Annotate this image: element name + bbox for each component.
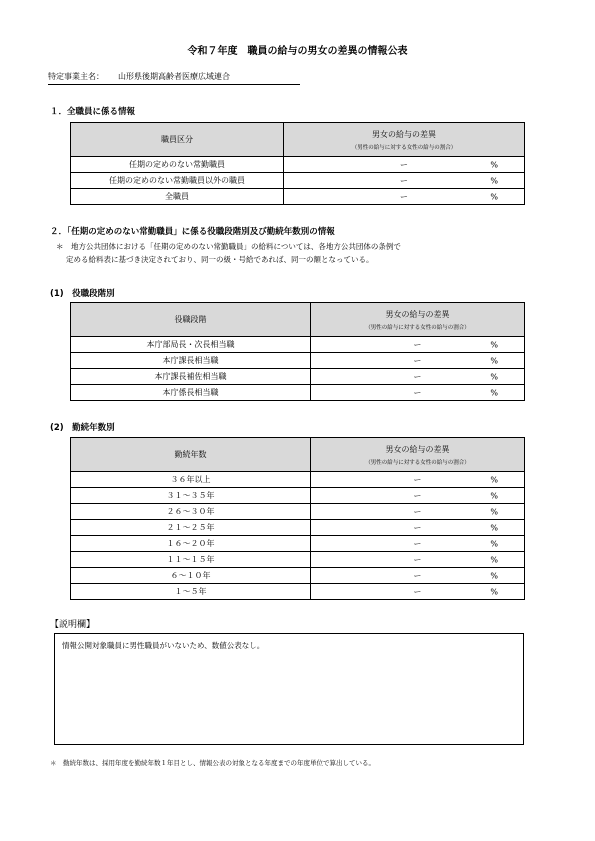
table-row bbox=[71, 385, 525, 401]
row-label: ２６～３０年 bbox=[71, 504, 311, 520]
table-row bbox=[71, 504, 525, 520]
row-value: ー % bbox=[311, 337, 525, 353]
row-label: １１～１５年 bbox=[71, 552, 311, 568]
sub1-table bbox=[70, 302, 525, 401]
row-label: ２１～２５年 bbox=[71, 520, 311, 536]
row-label: 任期の定めのない常勤職員 bbox=[71, 157, 284, 173]
page-title: 令和７年度 職員の給与の男女の差異の情報公表 bbox=[187, 46, 408, 57]
table-row bbox=[71, 157, 525, 173]
row-value: ー % bbox=[311, 472, 525, 488]
employer-label: 特定事業主名： bbox=[48, 72, 104, 81]
row-label: 全職員 bbox=[71, 189, 284, 205]
explanation-text: 情報公開対象職員に男性職員がいないため、数値公表なし。 bbox=[62, 641, 265, 650]
row-label: ３１～３５年 bbox=[71, 488, 311, 504]
employer-line bbox=[48, 71, 300, 85]
row-value: ー % bbox=[311, 369, 525, 385]
row-label: １６～２０年 bbox=[71, 536, 311, 552]
explanation-heading: 【説明欄】 bbox=[50, 620, 96, 630]
row-value: ー % bbox=[311, 552, 525, 568]
table-row bbox=[71, 173, 525, 189]
row-value: ー % bbox=[284, 157, 525, 173]
section2-note-line2: 定める給料表に基づき決定されており、同一の級・号給であれば、同一の額となっている。 bbox=[66, 255, 374, 264]
footnote: ＊ 勤続年数は、採用年度を勤続年数１年目とし、情報公表の対象となる年度までの年度単位で算出している。 bbox=[50, 759, 375, 767]
section2-heading: ２．「任期の定めのない常勤職員」に係る役職段階別及び勤続年数別の情報 bbox=[50, 227, 335, 237]
row-label: 本庁部局長・次長相当職 bbox=[71, 337, 311, 353]
table-row bbox=[71, 584, 525, 600]
row-value: ー % bbox=[311, 536, 525, 552]
table-row bbox=[71, 369, 525, 385]
row-value: ー % bbox=[284, 173, 525, 189]
row-label: ６～１０年 bbox=[71, 568, 311, 584]
table-row bbox=[71, 488, 525, 504]
row-label: ３６年以上 bbox=[71, 472, 311, 488]
row-value: ー % bbox=[311, 504, 525, 520]
row-label: 本庁課長補佐相当職 bbox=[71, 369, 311, 385]
col-header-value: 男女の給与の差異 （男性の給与に対する女性の給与の割合） bbox=[284, 123, 525, 157]
sub2-heading: (2) 勤続年数別 bbox=[50, 423, 115, 433]
row-value: ー % bbox=[311, 353, 525, 369]
section2-note-line1: ＊ 地方公共団体における「任期の定めのない常勤職員」の給料については、各地方公共団体の条例で bbox=[56, 242, 401, 251]
col-header-years: 勤続年数 bbox=[71, 438, 311, 472]
table-row bbox=[71, 568, 525, 584]
table-row bbox=[71, 520, 525, 536]
table-row bbox=[71, 472, 525, 488]
section1-table bbox=[70, 122, 525, 205]
table-row bbox=[71, 536, 525, 552]
table-row bbox=[71, 353, 525, 369]
row-value: ー % bbox=[311, 488, 525, 504]
row-label: 本庁係長相当職 bbox=[71, 385, 311, 401]
row-value: ー % bbox=[311, 385, 525, 401]
row-value: ー % bbox=[311, 584, 525, 600]
table-row bbox=[71, 189, 525, 205]
row-value: ー % bbox=[311, 568, 525, 584]
col-header-value: 男女の給与の差異 （男性の給与に対する女性の給与の割合） bbox=[311, 303, 525, 337]
row-label: 本庁課長相当職 bbox=[71, 353, 311, 369]
table-row bbox=[71, 337, 525, 353]
row-label: １～５年 bbox=[71, 584, 311, 600]
col-header-category: 職員区分 bbox=[71, 123, 284, 157]
table-row bbox=[71, 552, 525, 568]
sub1-heading: (1) 役職段階別 bbox=[50, 289, 115, 299]
row-value: ー % bbox=[311, 520, 525, 536]
row-value: ー % bbox=[284, 189, 525, 205]
col-header-value: 男女の給与の差異 （男性の給与に対する女性の給与の割合） bbox=[311, 438, 525, 472]
col-header-position: 役職段階 bbox=[71, 303, 311, 337]
sub2-table bbox=[70, 437, 525, 600]
section1-heading: １．全職員に係る情報 bbox=[50, 107, 136, 117]
employer-name: 山形県後期高齢者医療広域連合 bbox=[118, 72, 230, 81]
row-label: 任期の定めのない常勤職員以外の職員 bbox=[71, 173, 284, 189]
